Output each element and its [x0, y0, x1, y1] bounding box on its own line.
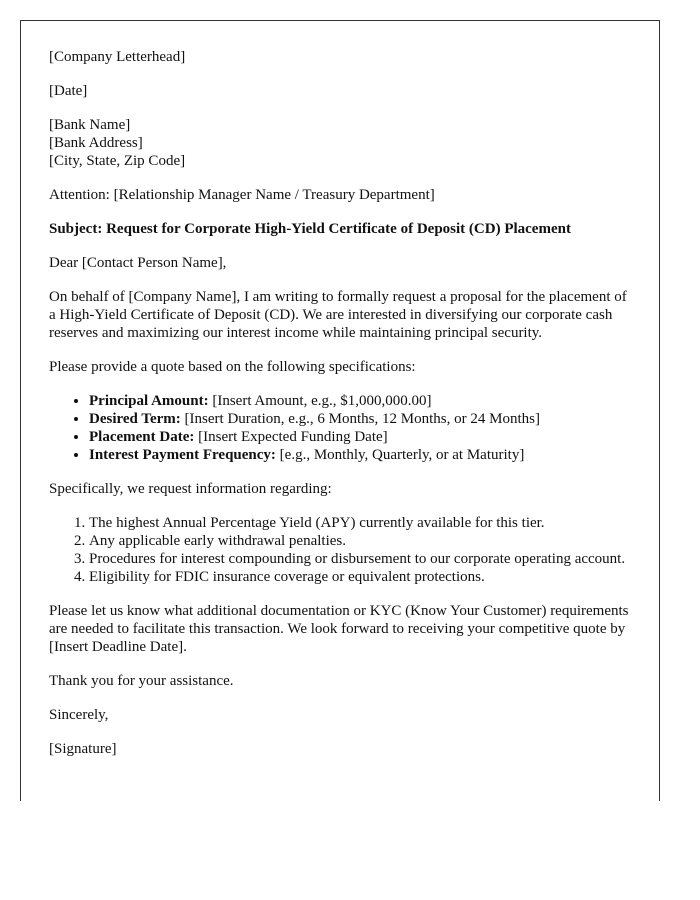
bank-address: [Bank Address] [49, 135, 143, 151]
spec-item-desired-term [89, 410, 629, 428]
attention-line: Attention: [Relationship Manager Name / Treasury Department] [49, 187, 435, 203]
info-item: 4. Eligibility for FDIC insurance coverage or equivalent protections. [89, 568, 629, 586]
salutation: Dear [Contact Person Name], [49, 255, 227, 271]
signoff: Sincerely, [49, 707, 109, 723]
spec-item-placement-date [89, 428, 629, 446]
info-intro: Specifically, we request information regarding: [49, 481, 332, 497]
signature-placeholder: [Signature] [49, 741, 117, 757]
info-request-list [49, 514, 629, 586]
specs-intro: Please provide a quote based on the following specifications: [49, 359, 416, 375]
spec-label: Placement Date: [89, 429, 195, 445]
recipient-address [49, 116, 629, 170]
thanks-line: Thank you for your assistance. [49, 673, 234, 689]
letterhead: [Company Letterhead] [49, 49, 186, 65]
info-item: 1. The highest Annual Percentage Yield (APY) currently available for this tier. [89, 514, 629, 532]
intro-paragraph: On behalf of [Company Name], I am writing to formally request a proposal for the placement of a High-Yield Certificate of Deposit (CD). We are interested in diversifying our corporate cash reserves and maximizing our interest income while maintaining principal security. [49, 289, 627, 341]
spec-value: [Insert Amount, e.g., $1,000,000.00] [208, 393, 432, 409]
subject-line: Subject: Request for Corporate High-Yield Certificate of Deposit (CD) Placement [49, 221, 571, 237]
spec-value: [Insert Duration, e.g., 6 Months, 12 Months, or 24 Months] [180, 411, 540, 427]
spec-value: [e.g., Monthly, Quarterly, or at Maturity] [275, 447, 525, 463]
specifications-list [49, 392, 629, 464]
spec-value: [Insert Expected Funding Date] [194, 429, 388, 445]
info-item: 3. Procedures for interest compounding or disbursement to our corporate operating account. [89, 550, 629, 568]
letter-page [20, 20, 660, 801]
info-item: 2. Any applicable early withdrawal penalties. [89, 532, 629, 550]
letter-date: [Date] [49, 83, 88, 99]
letter-body [49, 48, 629, 774]
closing-paragraph: Please let us know what additional documentation or KYC (Know Your Customer) requirements are needed to facilitate this transaction. We look forward to receiving your competitive quote by [Insert Deadline Date]. [49, 603, 629, 655]
spec-label: Interest Payment Frequency: [89, 447, 276, 463]
spec-label: Desired Term: [89, 411, 181, 427]
city-state-zip: [City, State, Zip Code] [49, 153, 186, 169]
spec-item-principal-amount [89, 392, 629, 410]
spec-label: Principal Amount: [89, 393, 209, 409]
bank-name: [Bank Name] [49, 117, 131, 133]
spec-item-payment-frequency [89, 446, 629, 464]
